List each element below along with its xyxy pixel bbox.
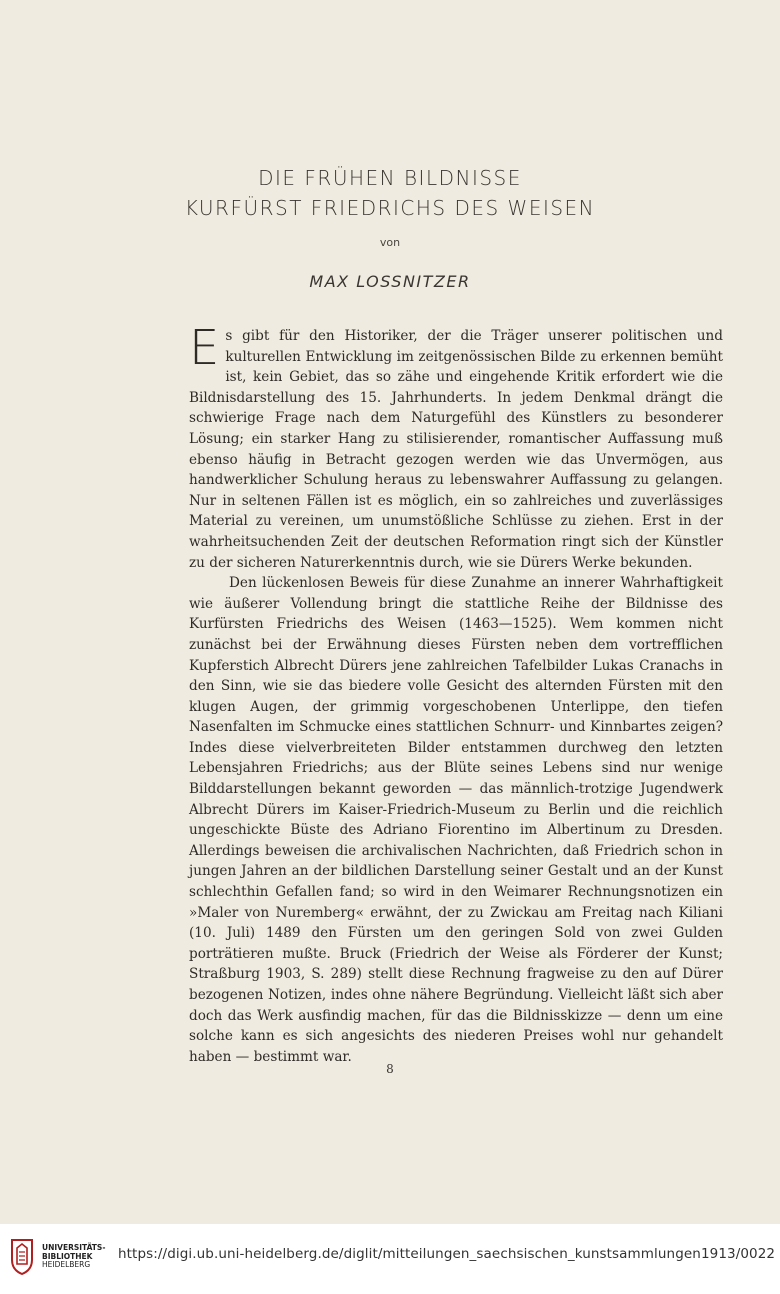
- article-title-line-1: DIE FRÜHEN BILDNISSE: [258, 166, 522, 190]
- article-title-line-2: KURFÜRST FRIEDRICHS DES WEISEN: [184, 196, 596, 220]
- byline-von: von: [379, 236, 401, 249]
- paragraph-1: [189, 320, 723, 573]
- drop-cap: E: [189, 320, 220, 376]
- permalink-url[interactable]: https://digi.ub.uni-heidelberg.de/diglit/mitteilungen_saechsischen_kunstsammlungen1913/0022: [118, 1246, 776, 1262]
- library-name-line-3: HEIDELBERG: [42, 1260, 91, 1269]
- author-name: MAX LOSSNITZER: [309, 272, 471, 291]
- heidelberg-library-logo-icon: [8, 1238, 36, 1276]
- paragraph-1-text: s gibt für den Historiker, der die Träger unserer politischen und kulturellen Entwicklung im zeitgenössischen Bilde zu erkennen bemüht ist, kein Gebiet, das so zähe und eingehende Kritik erfordert wie die Bildnisdarstellung des 15. Jahrhunderts. In jedem Denkmal drängt die schwierige Frage nach dem Naturgefühl des Künstlers zu besonderer Lösung; ein starker Hang zu stilisierender, romantischer Auffassung muß ebenso häufig in Betracht gezogen werden wie das Unvermögen, aus handwerklicher Schulung heraus zu lebenswahrer Auffassung zu gelangen. Nur in seltenen Fällen ist es möglich, ein so zahlreiches und zuverlässiges Material zu vereinen, um unumstößliche Schlüsse zu ziehen. Erst in der wahrheitsuchenden Zeit der deutschen Reformation ringt sich der Künstler zu der sicheren Naturerkenntnis durch, wie sie Dürers Werke bekunden.: [189, 328, 723, 571]
- library-name: [42, 1244, 105, 1270]
- paragraph-2: Den lückenlosen Beweis für diese Zunahme an innerer Wahrhaftigkeit wie äußerer Vollendung bringt die stattliche Reihe der Bildnisse des Kurfürsten Friedrichs des Weisen (1463—1525). Wem kommen nicht zunächst bei der Erwähnung dieses Fürsten neben dem vortrefflichen Kupferstich Albrecht Dürers jene zahlreichen Tafelbilder Lukas Cranachs in den Sinn, wie sie das biedere volle Gesicht des alternden Fürsten mit den klugen Augen, der grimmig vorgeschobenen Unterlippe, den tiefen Nasenfalten im Schmucke eines stattlichen Schnurr- und Kinnbartes zeigen? Indes diese vielverbreiteten Bilder entstammen durchweg den letzten Lebensjahren Friedrichs; aus der Blüte seines Lebens sind nur wenige Bilddarstellungen bekannt geworden — das männlich-trotzige Jugendwerk Albrecht Dürers im Kaiser-Friedrich-Museum zu Berlin und die reichlich ungeschickte Büste des Adriano Fiorentino im Albertinum zu Dresden. Allerdings beweisen die archivalischen Nachrichten, daß Friedrich schon in jungen Jahren an der bildlichen Darstellung seiner Gestalt und an der Kunst schlechthin Gefallen fand; so wird in den Weimarer Rechnungsnotizen ein »Maler von Nuremberg« erwähnt, der zu Zwickau am Freitag nach Kiliani (10. Juli) 1489 den Fürsten um den geringen Sold von zwei Gulden porträtieren mußte. Bruck (Friedrich der Weise als Förderer der Kunst; Straßburg 1903, S. 289) stellt diese Rechnung fragweise zu den auf Dürer bezogenen Notizen, indes ohne nähere Begründung. Vielleicht läßt sich aber doch das Werk ausfindig machen, für das die Bildnisskizze — denn um eine solche kann es sich angesichts des niederen Preises wohl nur gehandelt haben — bestimmt war.: [189, 575, 723, 1065]
- library-name-line-1: UNIVERSITÄTS-: [42, 1243, 106, 1252]
- page-number: 8: [386, 1062, 394, 1076]
- library-name-line-2: BIBLIOTHEK: [42, 1251, 93, 1261]
- article-body: [189, 320, 723, 1067]
- footer-bar: [0, 1224, 780, 1294]
